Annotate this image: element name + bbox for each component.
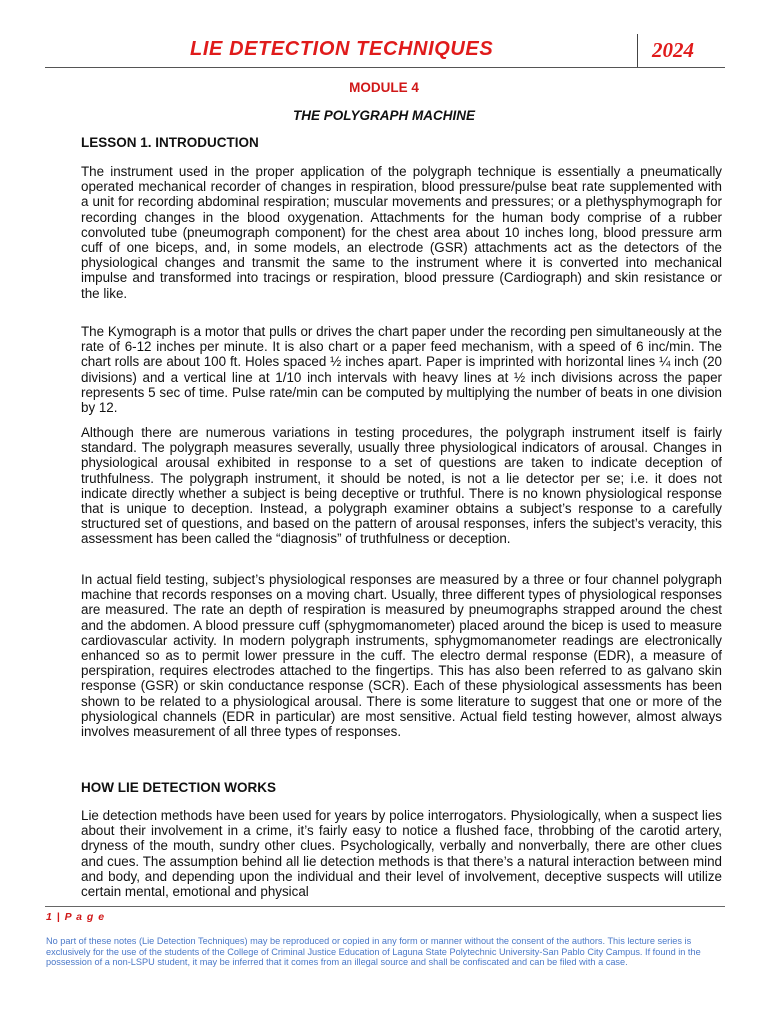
- paragraph-testing-procedures: Although there are numerous variations in testing procedures, the polygraph instrument itself is fairly standard. The polygraph measures severally, usually three physiological indicators of arousal. Changes in physiological arousal exhibited in response to a set of questions are taken to indicate deception of truthfulness. The polygraph instrument, it should be noted, is not a lie detector per se; i.e. it does not indicate directly whether a subject is being deceptive or truthful. There is no known physiological response that is unique to deception. Instead, a polygraph examiner obtains a subject’s response to a carefully structured set of questions, and based on the pattern of arousal responses, infers the subject’s veracity, this assessment has been called the “diagnosis” of truthfulness or deception.: [81, 425, 722, 547]
- header-title: LIE DETECTION TECHNIQUES: [190, 38, 494, 60]
- header-rule: [45, 67, 725, 68]
- paragraph-kymograph: The Kymograph is a motor that pulls or drives the chart paper under the recording pen simultaneously at the rate of 6-12 inches per minute. It is also chart or a paper feed mechanism, with a speed of 6 inc/min. The chart rolls are about 100 ft. Holes spaced ½ inches apart. Paper is imprinted with horizontal lines ¼ inch (20 divisions) and a vertical line at 1/10 inch intervals with heavy lines at ½ inch divisions across the paper represents 5 sec of time. Pulse rate/min can be computed by multiplying the number of beats in one division by 12.: [81, 324, 722, 416]
- copyright-notice: No part of these notes (Lie Detection Techniques) may be reproduced or copied in any form or manner without the consent of the authors. This lecture series is exclusively for the use of the students of the College of Criminal Justice Education of Laguna State Polytechnic University-San Pablo City Campus. If found in the possession of a non-LSPU student, it may be inferred that it comes from an illegal source and shall be confiscated and can be filed with a case.: [46, 936, 701, 968]
- module-title: THE POLYGRAPH MACHINE: [292, 108, 475, 123]
- lesson-heading: LESSON 1. INTRODUCTION: [81, 135, 259, 150]
- header-divider: [637, 34, 638, 68]
- page-number: 1 | P a g e: [46, 911, 106, 923]
- footer-rule: [45, 906, 725, 907]
- module-number: MODULE 4: [349, 80, 419, 95]
- paragraph-instrument: The instrument used in the proper application of the polygraph technique is essentially a pneumatically operated mechanical recorder of changes in respiration, blood pressure/pulse beat rate supplemented with a unit for recording abdominal respiration; muscular movements and pressures; or a plethysphymograph for recording changes in the blood oxygenation. Attachments for the human body comprise of a rubber convoluted tube (pneumograph component) for the chest area about 10 inches long, blood pressure arm cuff of one biceps, and, in some models, an electrode (GSR) attachments act as the detectors of the physiological changes and transmit the same to the instrument where it is converted into mechanical impulse and transformed into tracings or respiration, blood pressure (Cardiograph) and skin resistance or the like.: [81, 164, 722, 301]
- paragraph-field-testing: In actual field testing, subject’s physiological responses are measured by a three or four channel polygraph machine that records responses on a moving chart. Usually, three different types of physiological responses are measured. The rate an depth of respiration is measured by pneumographs strapped around the chest and the abdomen. A blood pressure cuff (sphygmomanometer) placed around the bicep is used to measure cardiovascular activity. In modern polygraph instruments, sphygmomanometer readings are electronically enhanced so as to permit lower pressure in the cuff. The electro dermal response (EDR), a measure of perspiration, requires electrodes attached to the fingertips. This has also been referred to as galvano skin response (GSR) or skin conductance response (SCR). Each of these physiological assessments has been shown to be related to a physiological arousal. There is some literature to suggest that one or more of the physiological channels (EDR in particular) are most sensitive. Actual field testing however, almost always involves measurement of all three types of responses.: [81, 572, 722, 740]
- page-header: [45, 34, 725, 68]
- paragraph-lie-detection: Lie detection methods have been used for years by police interrogators. Physiologically, when a suspect lies about their involvement in a crime, it’s fairly easy to notice a flushed face, throbbing of the carotid artery, dryness of the mouth, sundry other clues. Psychologically, verbally and nonverbally, there are other clues and cues. The assumption behind all lie detection methods is that there’s a natural interaction between mind and body, and depending upon the individual and their level of involvement, deceptive suspects will utilize certain mental, emotional and physical: [81, 808, 722, 900]
- section-heading: HOW LIE DETECTION WORKS: [81, 780, 276, 795]
- header-year: 2024: [652, 38, 694, 62]
